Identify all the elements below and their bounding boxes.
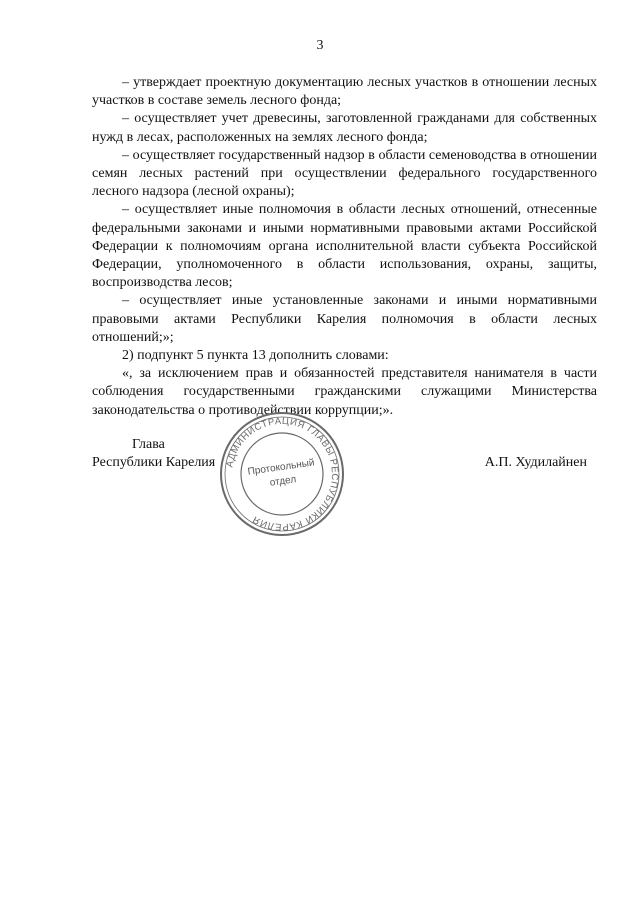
paragraph-2: – осуществляет учет древесины, заготовленной гражданами для собственных нужд в лесах, расположенных на землях лесного фонда; <box>92 111 597 145</box>
document-body <box>92 74 597 420</box>
signatory-title-line1: Глава <box>132 437 165 452</box>
signatory-name: А.П. Худилайнен <box>484 455 587 470</box>
paragraph-7: «, за исключением прав и обязанностей представителя нанимателя в части соблюдения государственными гражданскими служащими Министерства законодательства о противодействии коррупции;». <box>92 366 597 418</box>
page-number: 3 <box>316 38 324 53</box>
paragraph-3: – осуществляет государственный надзор в области семеноводства в отношении семян лесных растений при осуществлении федерального государственного лесного надзора (лесной охраны); <box>92 147 597 200</box>
stamp-center-line2: отдел <box>269 474 297 489</box>
paragraph-4: – осуществляет иные полномочия в области лесных отношений, отнесенные федеральными законами и иными нормативными правовыми актами Российской Федерации к полномочиям органа исполнительной власти субъекта Российской Федерации, уполномоченного в области использования, охраны, защиты, воспроизводства лесов; <box>92 202 597 291</box>
stamp-ring-text: АДМИНИСТРАЦИЯ ГЛАВЫ РЕСПУБЛИКИ КАРЕЛИЯ <box>224 415 341 533</box>
paragraph-1: – утверждает проектную документацию лесных участков в отношении лесных участков в составе земель лесного фонда; <box>92 75 597 109</box>
stamp-center-line1: Протокольный <box>247 457 316 478</box>
official-stamp <box>218 410 346 538</box>
signatory-title-line2: Республики Карелия <box>92 455 216 470</box>
stamp-seal-icon <box>218 410 346 538</box>
paragraph-5: – осуществляет иные установленные законами и иными нормативными правовыми актами Республики Карелия полномочия в области лесных отношений;»; <box>92 293 597 345</box>
paragraph-6: 2) подпункт 5 пункта 13 дополнить словами: <box>122 348 389 364</box>
